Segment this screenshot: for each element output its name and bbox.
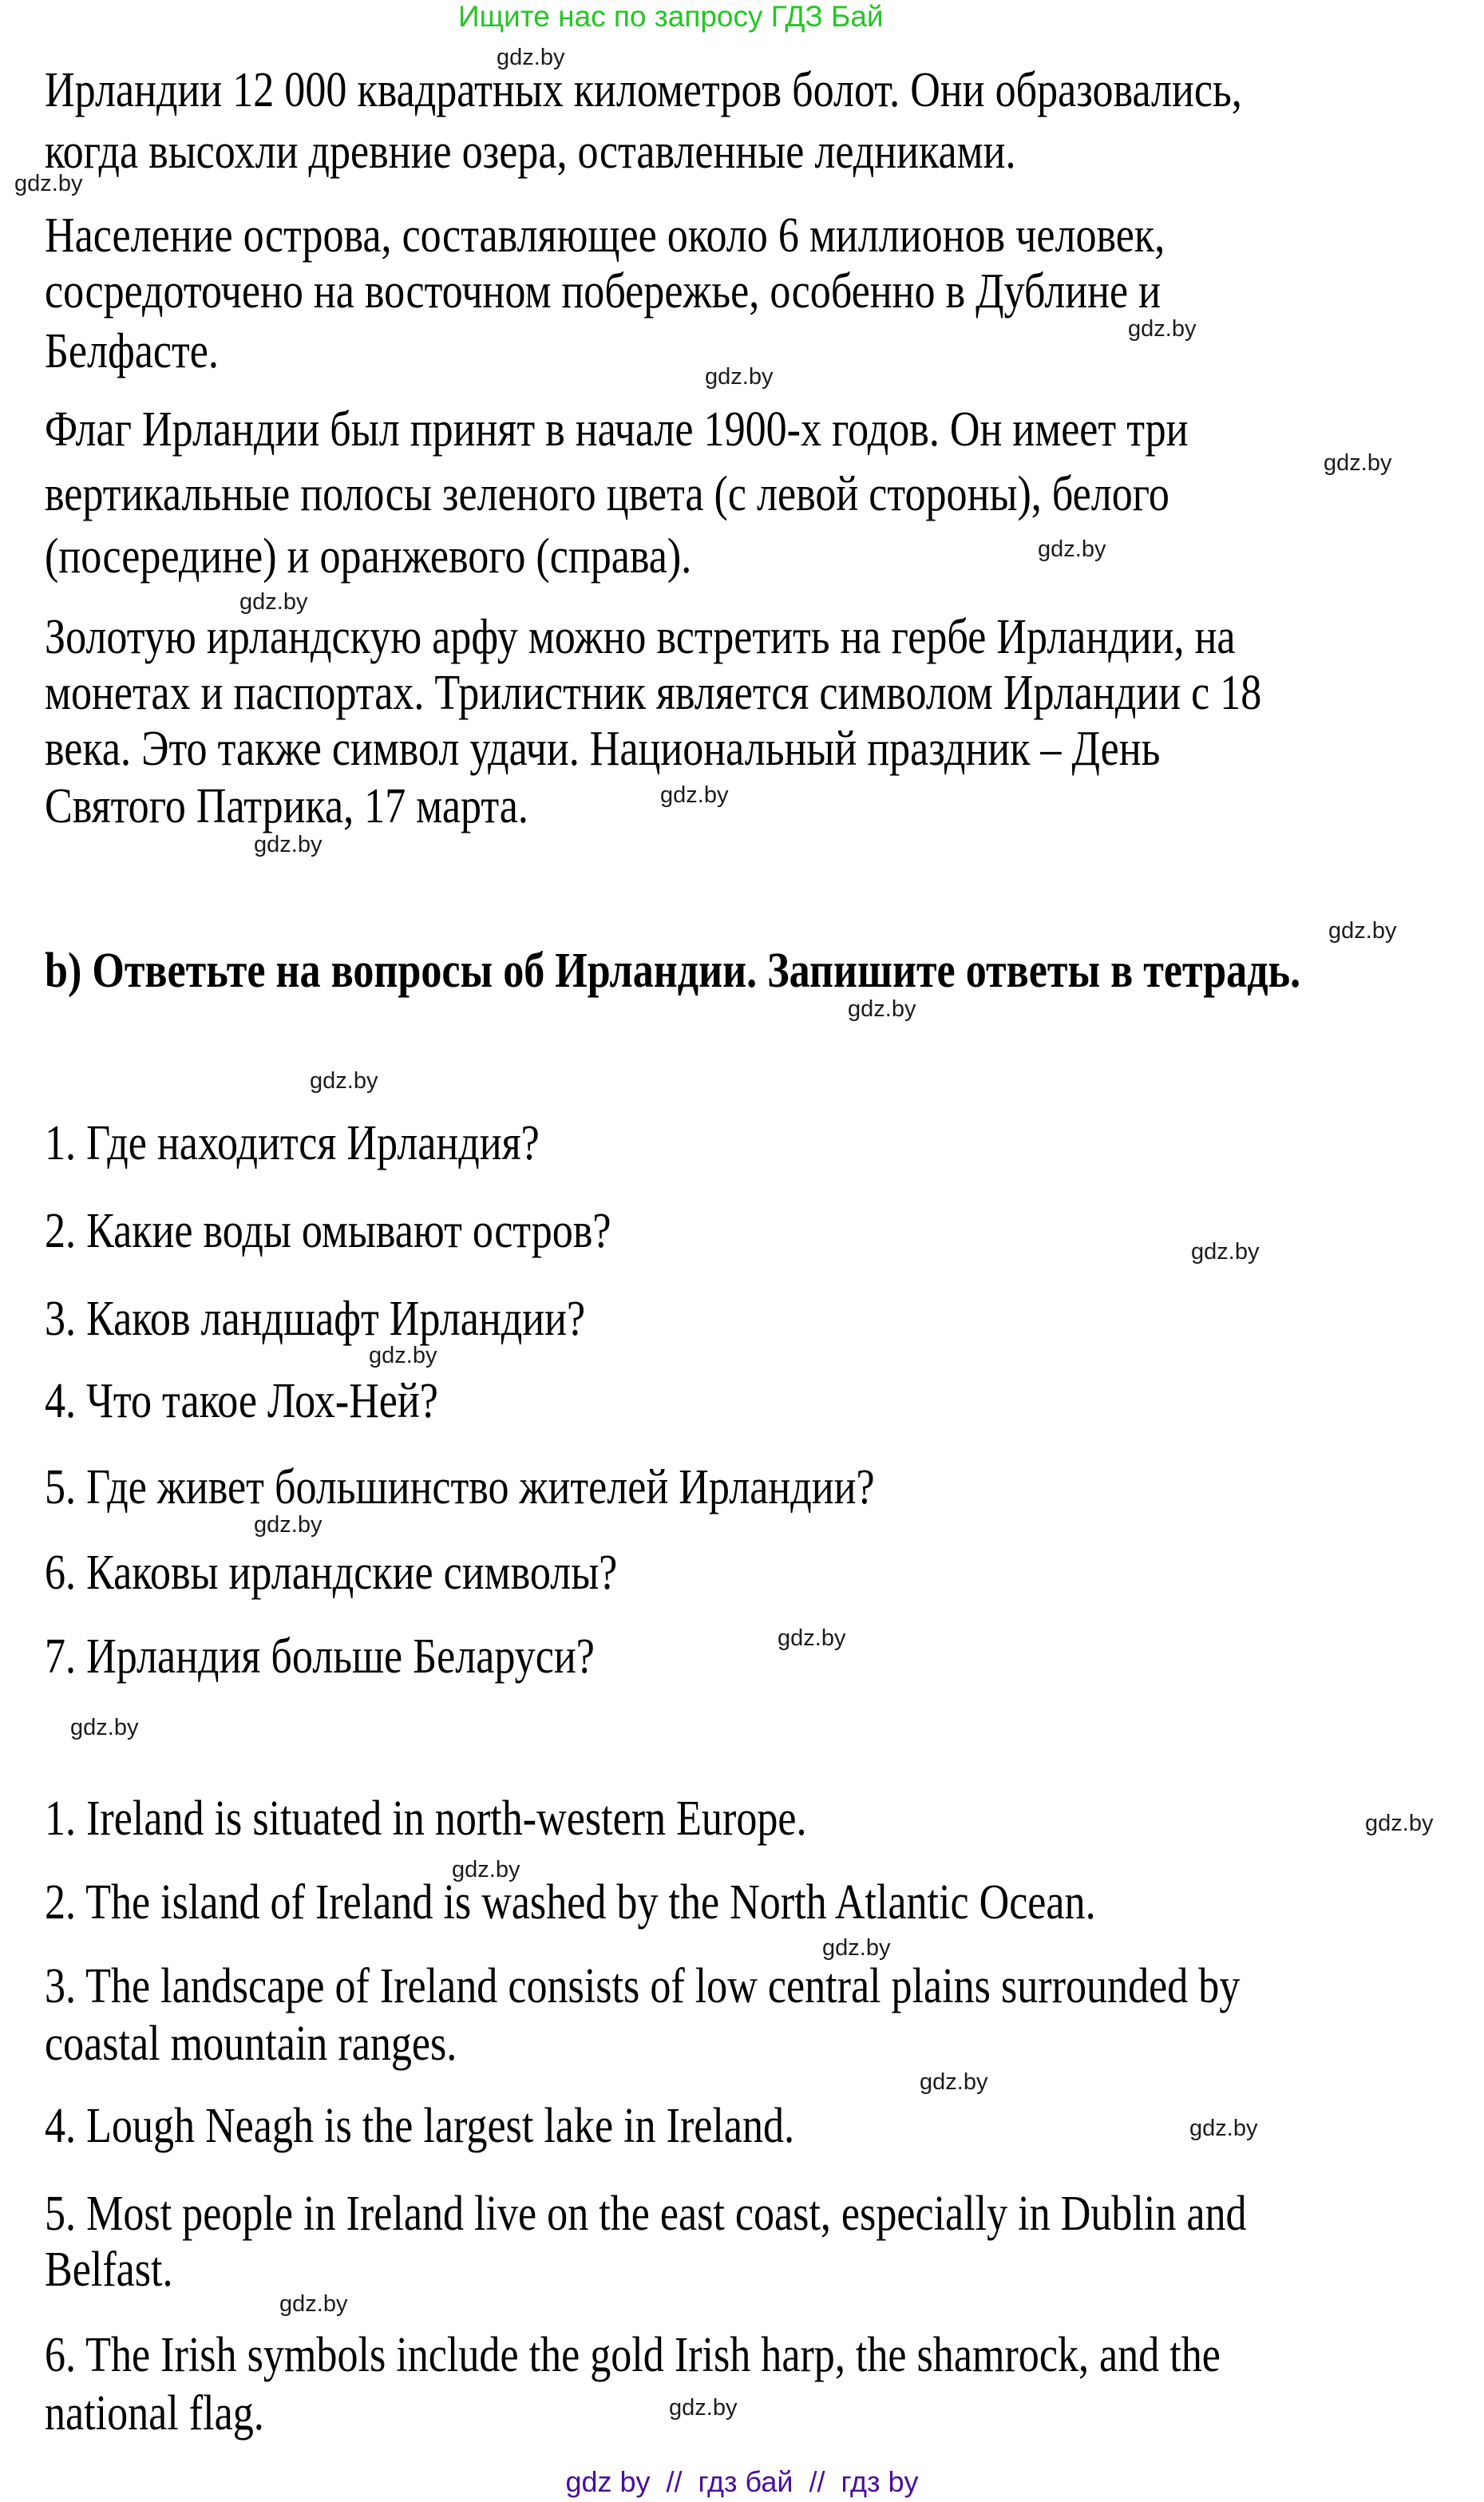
question-item: 4. Что такое Лох-Ней? <box>45 1374 438 1428</box>
gdz-watermark: gdz.by <box>1328 918 1397 944</box>
gdz-watermark: gdz.by <box>14 171 83 196</box>
gdz-watermark: gdz.by <box>1191 1239 1260 1265</box>
paragraph-line: века. Это также символ удачи. Национальный праздник – День <box>45 722 1161 776</box>
gdz-watermark: gdz.by <box>778 1625 846 1651</box>
paragraph-line: вертикальные полосы зеленого цвета (с левой стороны), белого <box>45 467 1169 521</box>
answer-line: 6. The Irish symbols include the gold Irish harp, the shamrock, and the <box>45 2328 1221 2382</box>
gdz-watermark: gdz.by <box>369 1343 437 1368</box>
question-item: 2. Какие воды омывают остров? <box>45 1204 611 1258</box>
gdz-watermark: gdz.by <box>1038 536 1106 562</box>
paragraph-line: Население острова, составляющее около 6 миллионов человек, <box>45 208 1165 263</box>
paragraph-line: Золотую ирландскую арфу можно встретить на гербе Ирландии, на <box>45 610 1236 664</box>
gdz-watermark: gdz.by <box>669 2395 738 2421</box>
gdz-watermark: gdz.by <box>310 1068 378 1094</box>
paragraph-line: (посередине) и оранжевого (справа). <box>45 529 692 584</box>
gdz-watermark: gdz.by <box>1128 316 1197 342</box>
question-item: 6. Каковы ирландские символы? <box>45 1546 618 1600</box>
paragraph-line: монетах и паспортах. Трилистник является символом Ирландии с 18 <box>45 666 1262 720</box>
answer-line: 5. Most people in Ireland live on the east coast, especially in Dublin and <box>45 2187 1247 2241</box>
paragraph-line: Флаг Ирландии был принят в начале 1900-х годов. Он имеет три <box>45 402 1189 457</box>
gdz-watermark: gdz.by <box>822 1935 891 1961</box>
answer-line: national flag. <box>45 2386 264 2441</box>
answer-line: 1. Ireland is situated in north-western Europe. <box>45 1791 807 1846</box>
question-item: 3. Каков ландшафт Ирландии? <box>45 1292 586 1346</box>
gdz-watermark: gdz.by <box>1365 1811 1434 1836</box>
question-item: 1. Где находится Ирландия? <box>45 1116 540 1170</box>
paragraph-line: Ирландии 12 000 квадратных километров болот. Они образовались, <box>45 63 1242 117</box>
gdz-watermark: gdz.by <box>1189 2116 1258 2141</box>
question-item: 5. Где живет большинство жителей Ирландии? <box>45 1460 875 1514</box>
promo-banner: Ищите нас по запросу ГДЗ Бай <box>458 0 884 33</box>
gdz-watermark: gdz.by <box>70 1715 139 1740</box>
gdz-watermark: gdz.by <box>254 832 323 857</box>
gdz-watermark: gdz.by <box>848 996 916 1022</box>
gdz-watermark: gdz.by <box>705 364 774 390</box>
answer-line: Belfast. <box>45 2243 173 2297</box>
gdz-watermark: gdz.by <box>497 45 565 70</box>
gdz-watermark: gdz.by <box>920 2069 988 2095</box>
gdz-watermark: gdz.by <box>279 2291 348 2317</box>
paragraph-line: сосредоточено на восточном побережье, особенно в Дублине и <box>45 264 1161 319</box>
footer-links: gdz by // гдз бай // гдз by <box>565 2465 919 2498</box>
gdz-watermark: gdz.by <box>1324 450 1392 476</box>
answer-line: 3. The landscape of Ireland consists of low central plains surrounded by <box>45 1959 1241 2013</box>
gdz-watermark: gdz.by <box>239 589 308 615</box>
answer-line: 2. The island of Ireland is washed by the North Atlantic Ocean. <box>45 1875 1096 1930</box>
paragraph-line: Белфасте. <box>45 324 219 378</box>
gdz-watermark: gdz.by <box>452 1857 520 1882</box>
answer-line: coastal mountain ranges. <box>45 2017 457 2071</box>
paragraph-line: Святого Патрика, 17 марта. <box>45 779 528 833</box>
answer-line: 4. Lough Neagh is the largest lake in Ireland. <box>45 2099 795 2153</box>
question-item: 7. Ирландия больше Беларуси? <box>45 1629 595 1684</box>
gdz-watermark: gdz.by <box>660 782 729 808</box>
task-heading: b) Ответьте на вопросы об Ирландии. Запишите ответы в тетрадь. <box>45 944 1301 998</box>
paragraph-line: когда высохли древние озера, оставленные ледниками. <box>45 125 1016 179</box>
gdz-watermark: gdz.by <box>254 1512 323 1538</box>
